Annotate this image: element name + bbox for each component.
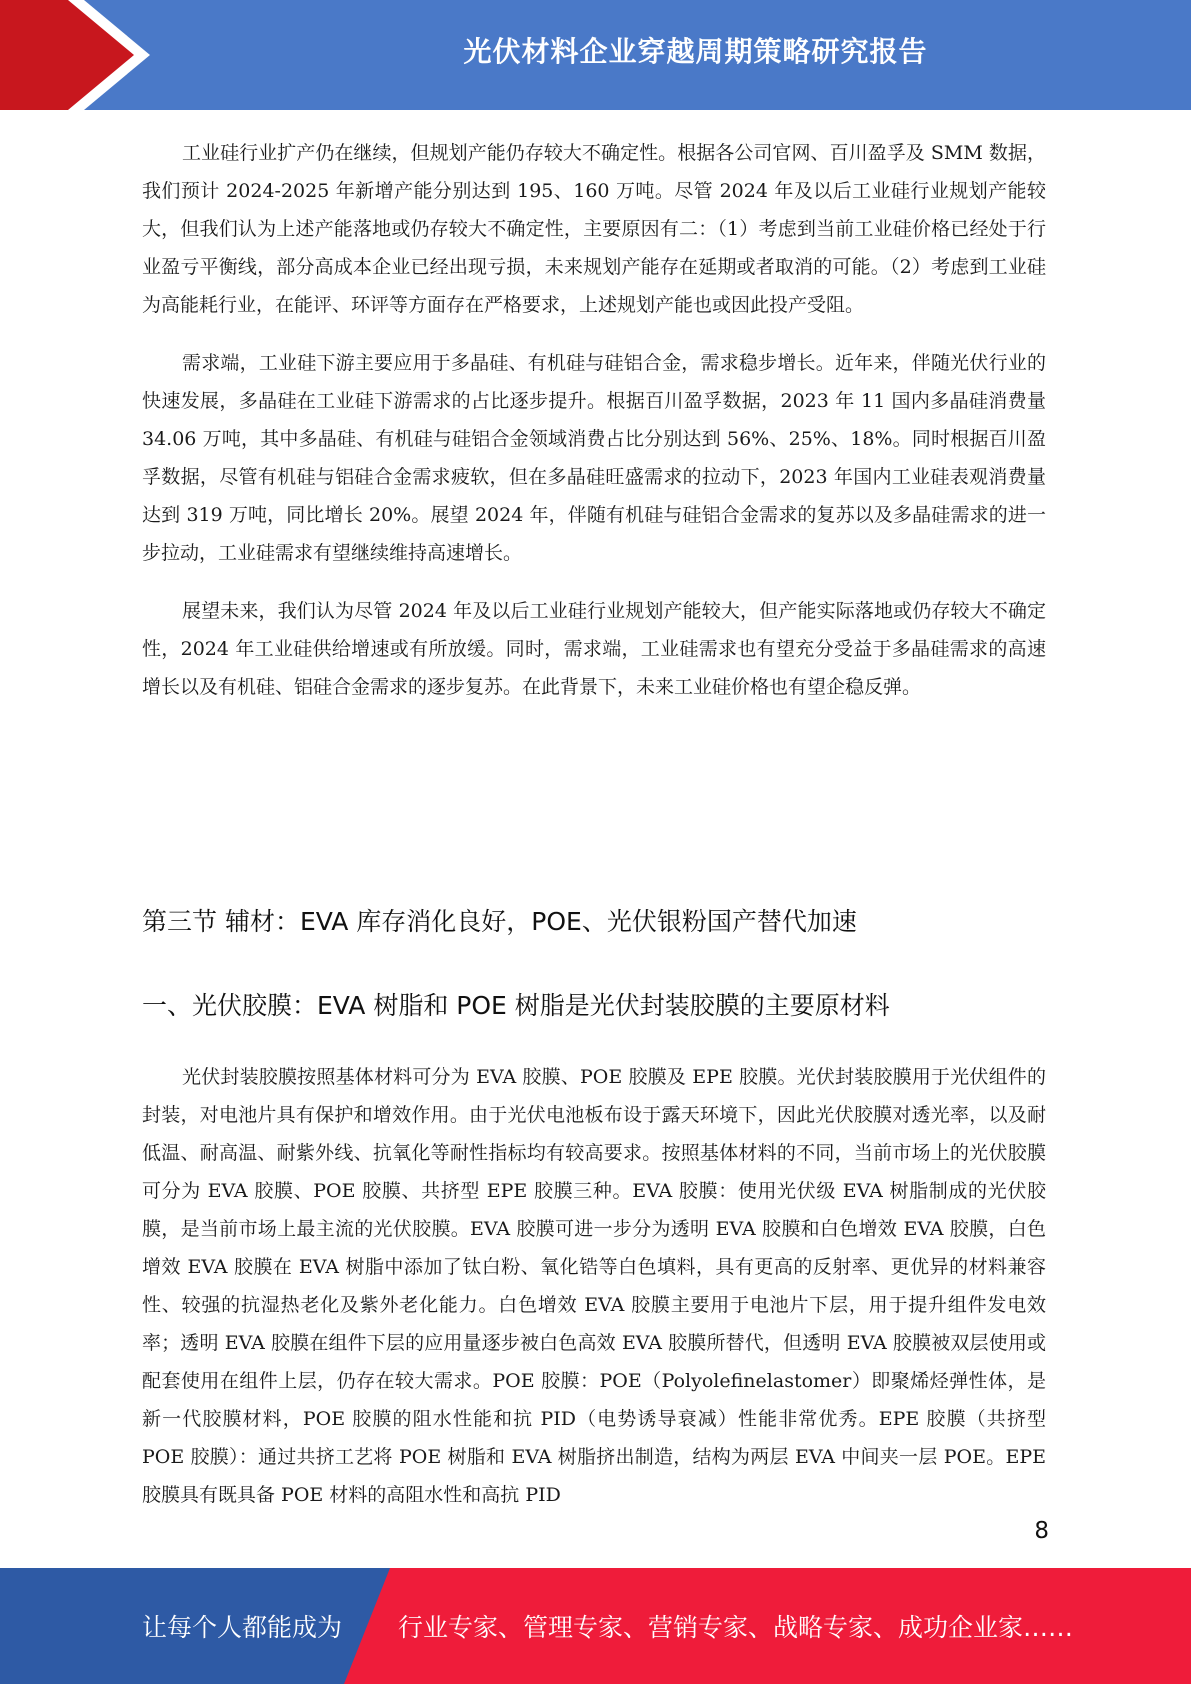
footer-slogan-left: 让每个人都能成为 [142,1613,343,1642]
paragraph-encapsulation-film: 光伏封装胶膜按照基体材料可分为 EVA 胶膜、POE 胶膜及 EPE 胶膜。光伏封装胶膜用于光伏组件的封装，对电池片具有保护和增效作用。由于光伏电池板布设于露天环境下，因此光伏胶膜对透光率，以及耐低温、耐高温、耐紫外线、抗氧化等耐性指标均有较高要求。按照基体材料的不同，当前市场上的光伏胶膜可分为 EVA 胶膜、POE 胶膜、共挤型 EPE 胶膜三种。EVA 胶膜：使用光伏级 EVA 树脂制成的光伏胶膜，是当前市场上最主流的光伏胶膜。EVA 胶膜可进一步分为透明 EVA 胶膜和白色增效 EVA 胶膜，白色增效 EVA 胶膜在 EVA 树脂中添加了钛白粉、氧化锆等白色填料，具有更高的反射率、更优异的材料兼容性、较强的抗湿热老化及紫外老化能力。白色增效 EVA 胶膜主要用于电池片下层，用于提升组件发电效率；透明 EVA 胶膜在组件下层的应用量逐步被白色高效 EVA 胶膜所替代，但透明 EVA 胶膜被双层使用或配套使用在组件上层，仍存在较大需求。POE 胶膜：POE（Polyolefinelastomer）即聚烯烃弹性体，是新一代胶膜材料，POE 胶膜的阻水性能和抗 PID（电势诱导衰减）性能非常优秀。EPE 胶膜（共挤型 POE 胶膜）：通过共挤工艺将 POE 树脂和 EVA 树脂挤出制造，结构为两层 EVA 中间夹一层 POE。EPE 胶膜具有既具备 POE 材料的高阻水性和高抗 PID [142,1066,1047,1506]
page-number: 8 [1034,1518,1049,1544]
paragraph-demand: 需求端，工业硅下游主要应用于多晶硅、有机硅与硅铝合金，需求稳步增长。近年来，伴随光伏行业的快速发展，多晶硅在工业硅下游需求的占比逐步提升。根据百川盈孚数据，2023 年 11 国内多晶硅消费量 34.06 万吨，其中多晶硅、有机硅与硅铝合金领域消费占比分别达到 56%、25%、18%。同时根据百川盈孚数据，尽管有机硅与铝硅合金需求疲软，但在多晶硅旺盛需求的拉动下，2023 年国内工业硅表观消费量达到 319 万吨，同比增长 20%。展望 2024 年，伴随有机硅与硅铝合金需求的复苏以及多晶硅需求的进一步拉动，工业硅需求有望继续维持高速增长。 [142,352,1046,564]
report-title: 光伏材料企业穿越周期策略研究报告 [463,35,928,68]
header-banner [0,0,1191,110]
footer-banner [0,1568,1191,1684]
red-chevron-icon [0,0,140,110]
subsection-heading: 一、光伏胶膜：EVA 树脂和 POE 树脂是光伏封装胶膜的主要原材料 [142,991,890,1020]
paragraph-outlook: 展望未来，我们认为尽管 2024 年及以后工业硅行业规划产能较大，但产能实际落地或仍存较大不确定性，2024 年工业硅供给增速或有所放缓。同时，需求端，工业硅需求也有望充分受益于多晶硅需求的高速增长以及有机硅、铝硅合金需求的逐步复苏。在此背景下，未来工业硅价格也有望企稳反弹。 [142,600,1046,698]
footer-slogan-right: 行业专家、管理专家、营销专家、战略专家、成功企业家…… [398,1613,1074,1642]
paragraph-supply: 工业硅行业扩产仍在继续，但规划产能仍存较大不确定性。根据各公司官网、百川盈孚及 SMM 数据，我们预计 2024-2025 年新增产能分别达到 195、160 万吨。尽管 2024 年及以后工业硅行业规划产能较大，但我们认为上述产能落地或仍存较大不确定性，主要原因有二：（1）考虑到当前工业硅价格已经处于行业盈亏平衡线，部分高成本企业已经出现亏损，未来规划产能存在延期或者取消的可能。（2）考虑到工业硅为高能耗行业，在能评、环评等方面存在严格要求，上述规划产能也或因此投产受阻。 [142,142,1046,316]
section-heading: 第三节 辅材：EVA 库存消化良好，POE、光伏银粉国产替代加速 [142,907,857,936]
body-text-block [142,134,1046,706]
body-text-block-2 [142,1058,1046,1514]
